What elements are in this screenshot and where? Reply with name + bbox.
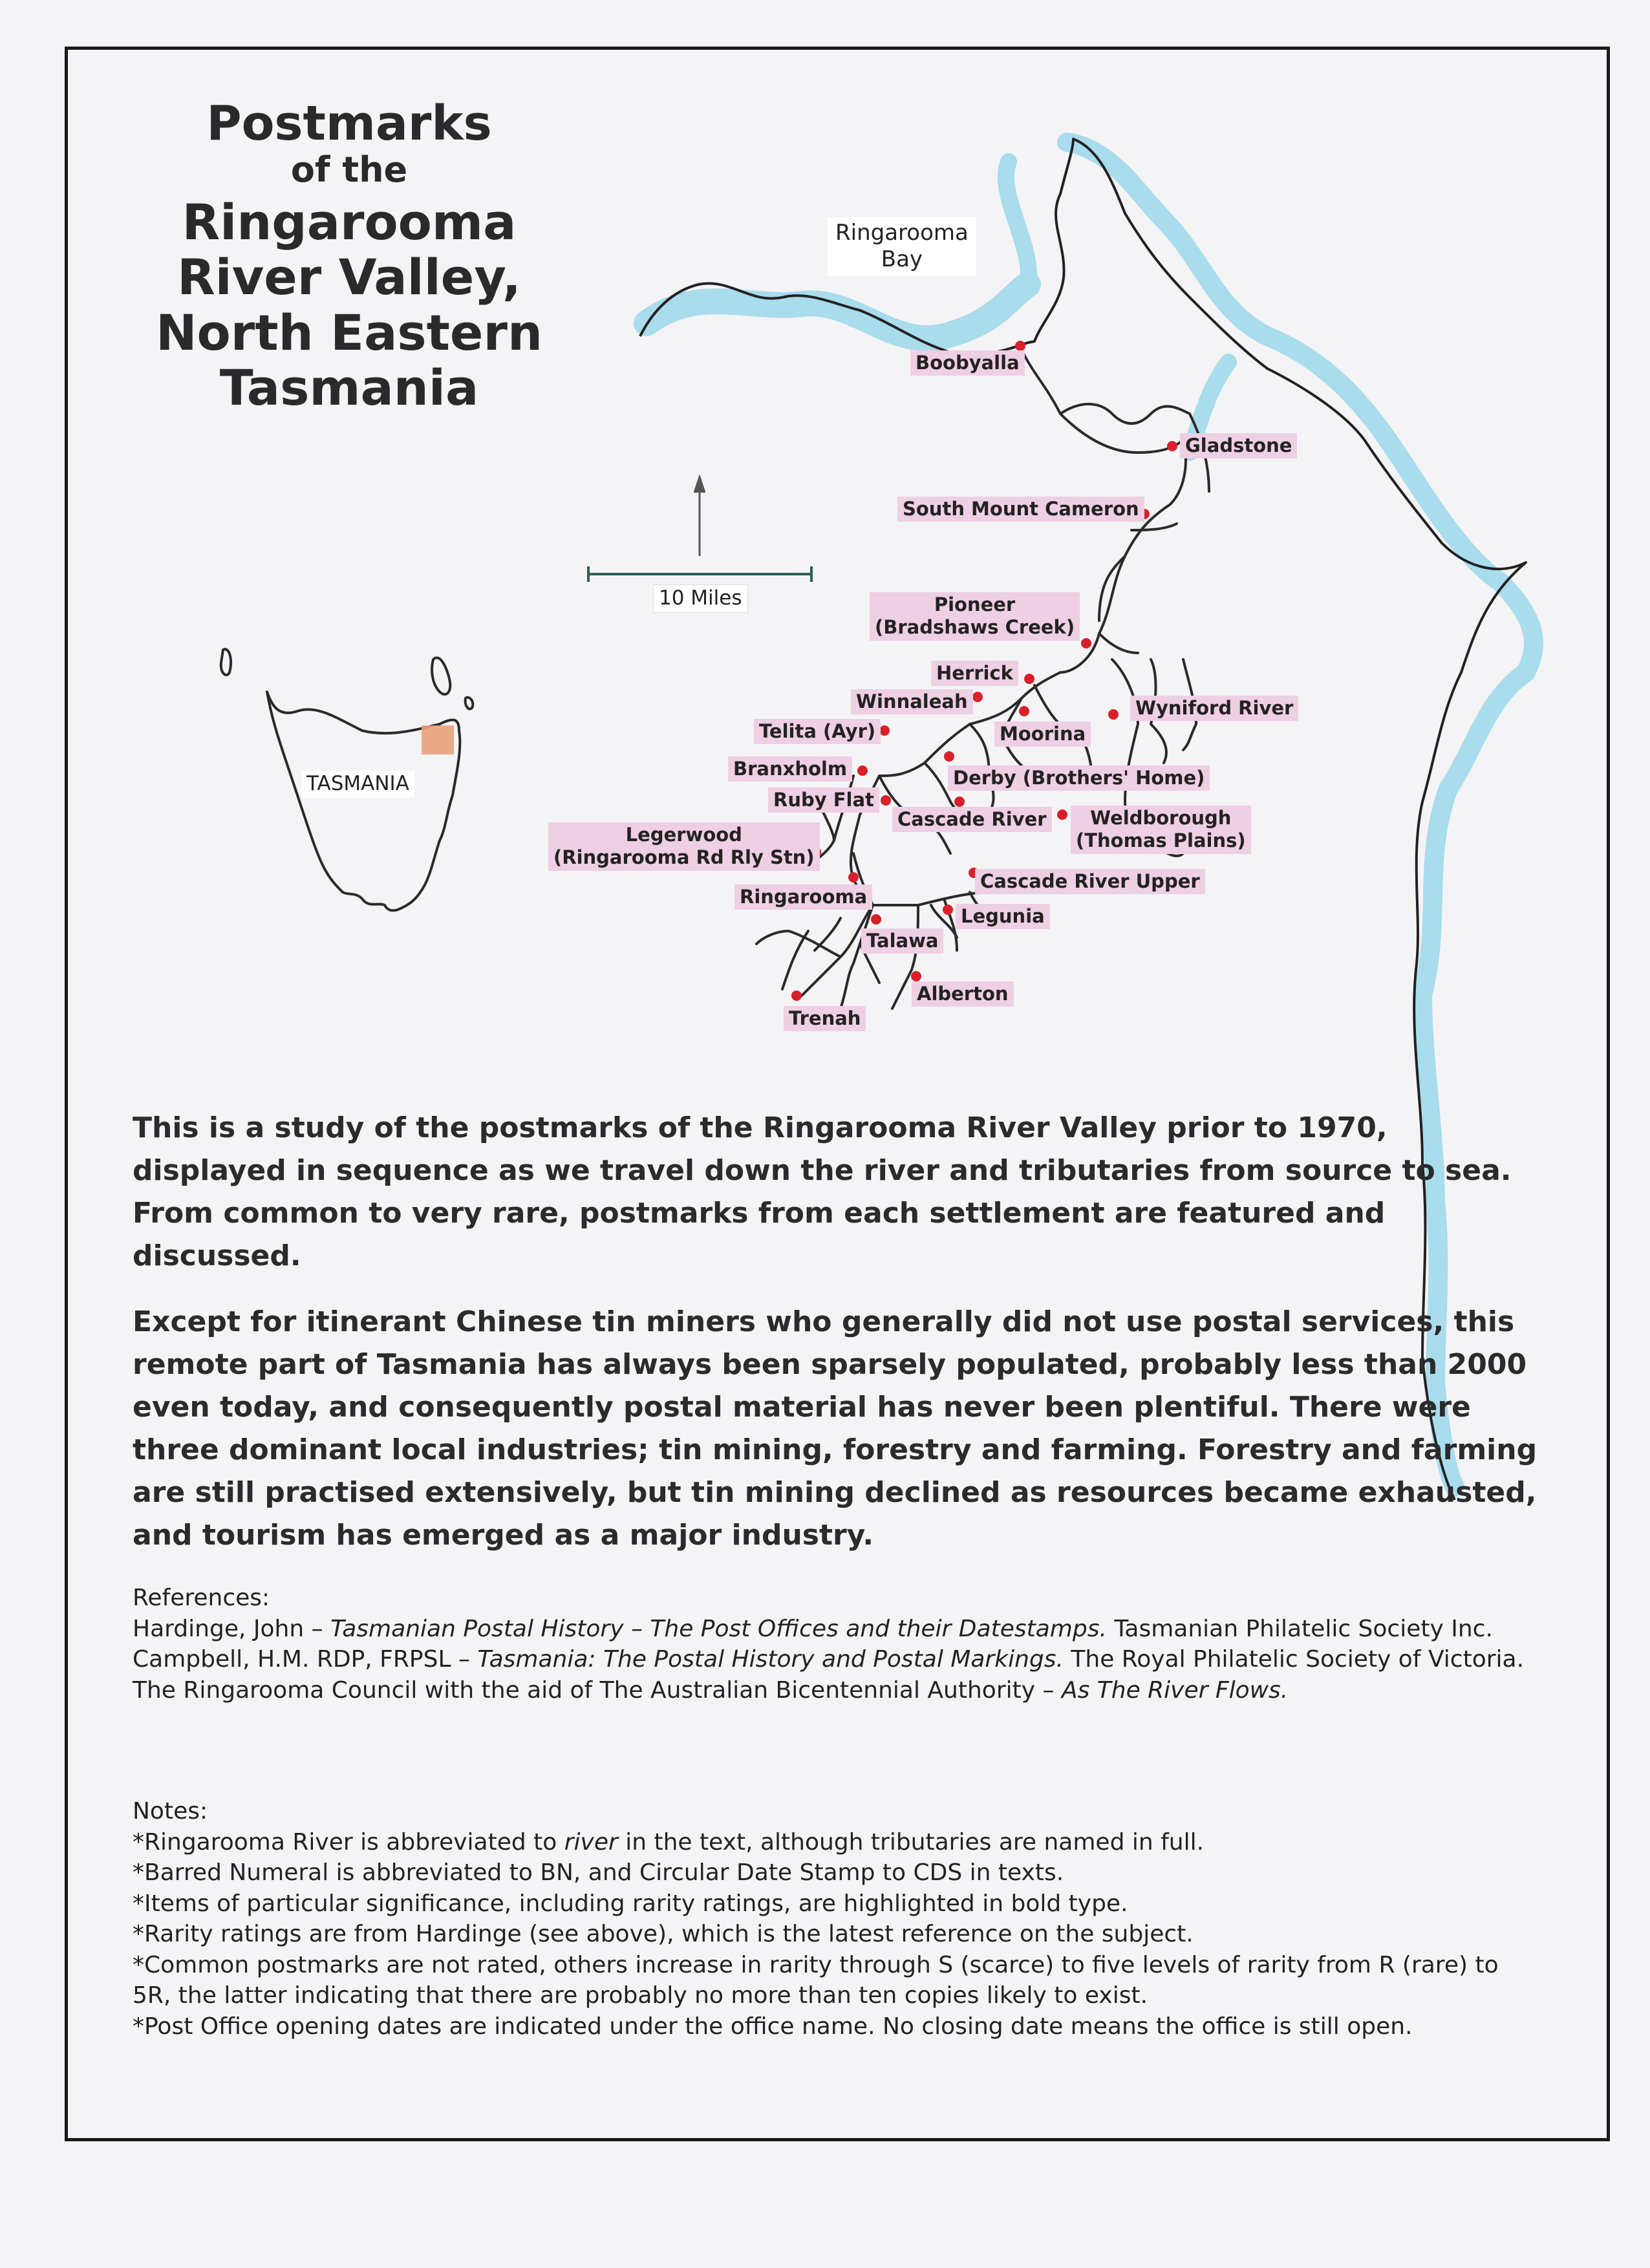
inset-highlight [422, 725, 454, 754]
label-alberton: Alberton [912, 981, 1014, 1007]
note-text: *Ringarooma River is abbreviated to [133, 1828, 564, 1856]
scale-label: 10 Miles [653, 584, 748, 613]
reference-publisher: Tasmanian Philatelic Society Inc. [1106, 1615, 1493, 1642]
label-line: (Ringarooma Rd Rly Stn) [553, 846, 815, 869]
reference-author: The Ringarooma Council with the aid of The Australian Bicentennial Authority – [133, 1676, 1062, 1704]
reference-item [133, 1614, 1542, 1645]
label-line: (Thomas Plains) [1076, 829, 1246, 852]
label-herrick: Herrick [931, 661, 1018, 686]
inset-label: TASMANIA [301, 771, 414, 798]
label-talawa: Talawa [861, 928, 943, 954]
marker-boobyalla [1015, 341, 1025, 351]
marker-cascade-river [954, 797, 965, 807]
label-legunia: Legunia [956, 904, 1050, 929]
marker-pioneer [1081, 638, 1091, 648]
marker-ringarooma [848, 872, 859, 883]
label-trenah: Trenah [784, 1006, 866, 1031]
bay-label-line: Bay [881, 246, 923, 273]
label-gladstone: Gladstone [1180, 433, 1297, 458]
label-telita: Telita (Ayr) [754, 719, 881, 744]
note-item: *Rarity ratings are from Hardinge (see above), which is the latest reference on the subject. [133, 1921, 1194, 1948]
reference-item [133, 1644, 1542, 1675]
marker-legunia [943, 904, 953, 915]
bay-label-line: Ringarooma [835, 220, 969, 246]
title-line: Postmarks [206, 96, 492, 151]
scale-bar [588, 566, 811, 582]
label-winnaleah: Winnaleah [851, 689, 973, 714]
marker-branxholm [857, 765, 868, 776]
notes-section [133, 1796, 1542, 2042]
intro-paragraph: This is a study of the postmarks of the Ringarooma River Valley prior to 1970, displayed in sequence as we travel down the river and tributaries from source to sea. From common to very rare, postmarks from each settlement are featured and discussed. [133, 1111, 1512, 1272]
reference-item [133, 1675, 1542, 1706]
marker-alberton [911, 971, 921, 981]
reference-author: Hardinge, John – [133, 1615, 331, 1642]
marker-gladstone [1167, 441, 1177, 451]
notes-heading: Notes: [133, 1798, 208, 1824]
reference-publisher: The Royal Philatelic Society of Victoria. [1063, 1646, 1525, 1673]
marker-telita [879, 725, 890, 736]
reference-author: Campbell, H.M. RDP, FRPSL – [133, 1646, 478, 1673]
marker-derby [944, 751, 954, 762]
marker-trenah [791, 990, 802, 1001]
intro-paragraph: Except for itinerant Chinese tin miners who generally did not use postal services, this remote part of Tasmania has always been sparsely populated, probably less than 2000 even today, and consequently postal material has never been plentiful. There were three dominant local industries; tin mining, forestry and farming. Forestry and farming are still practised extensively, but tin mining declined as resources became exhausted, and tourism has emerged as a major industry. [133, 1305, 1538, 1552]
label-legerwood [548, 822, 820, 871]
bay-label [828, 217, 976, 276]
note-item: *Items of particular significance, including rarity ratings, are highlighted in bold type. [133, 1890, 1128, 1917]
title-line: Ringarooma [182, 193, 517, 251]
note-item: *Barred Numeral is abbreviated to BN, and Circular Date Stamp to CDS in texts. [133, 1859, 1064, 1887]
label-branxholm: Branxholm [728, 756, 852, 782]
note-emphasis: river [564, 1828, 618, 1856]
title-line: of the [290, 149, 408, 190]
marker-wyniford-river [1108, 709, 1119, 720]
title-line: Tasmania [219, 358, 479, 416]
label-boobyalla: Boobyalla [910, 350, 1025, 376]
label-south-mount-cameron: South Mount Cameron [897, 497, 1144, 522]
note-item [133, 1827, 1542, 1858]
marker-weldborough [1057, 809, 1067, 820]
marker-winnaleah [972, 692, 983, 702]
reference-title: As The River Flows. [1061, 1676, 1289, 1704]
label-ruby-flat: Ruby Flat [768, 787, 879, 813]
references-section [133, 1583, 1542, 1706]
note-item: *Common postmarks are not rated, others increase in rarity through S (scarce) to five levels of rarity from R (rare) to 5R, the latter indicating that there are probably no more than ten copies likely to exist. [133, 1951, 1499, 2009]
label-line: (Bradshaws Creek) [875, 616, 1075, 639]
title-line: River Valley, [177, 248, 521, 306]
note-text: in the text, although tributaries are named in full. [617, 1828, 1205, 1856]
label-line: Pioneer [934, 594, 1016, 615]
marker-moorina [1019, 706, 1029, 716]
label-moorina: Moorina [994, 722, 1091, 747]
label-pioneer [870, 592, 1080, 641]
marker-ruby-flat [881, 795, 891, 806]
label-cascade-river-upper: Cascade River Upper [975, 869, 1205, 894]
label-ringarooma: Ringarooma [734, 884, 872, 910]
label-line: Legerwood [625, 824, 742, 846]
reference-title: Tasmania: The Postal History and Postal Markings. [477, 1646, 1064, 1673]
label-wyniford-river: Wyniford River [1130, 696, 1298, 721]
references-heading: References: [133, 1585, 270, 1611]
note-item: *Post Office opening dates are indicated under the office name. No closing date means the office is still open. [133, 2013, 1413, 2040]
reference-title: Tasmanian Postal History – The Post Offices and their Datestamps. [330, 1615, 1107, 1642]
title-line: North Eastern [155, 303, 543, 361]
label-line: Weldborough [1090, 807, 1232, 829]
intro-text [133, 1107, 1542, 1580]
marker-herrick [1024, 674, 1034, 684]
label-weldborough [1071, 806, 1251, 854]
north-arrow [694, 477, 705, 556]
label-derby: Derby (Brothers' Home) [948, 765, 1210, 791]
label-cascade-river: Cascade River [892, 807, 1052, 832]
marker-talawa [871, 914, 881, 925]
